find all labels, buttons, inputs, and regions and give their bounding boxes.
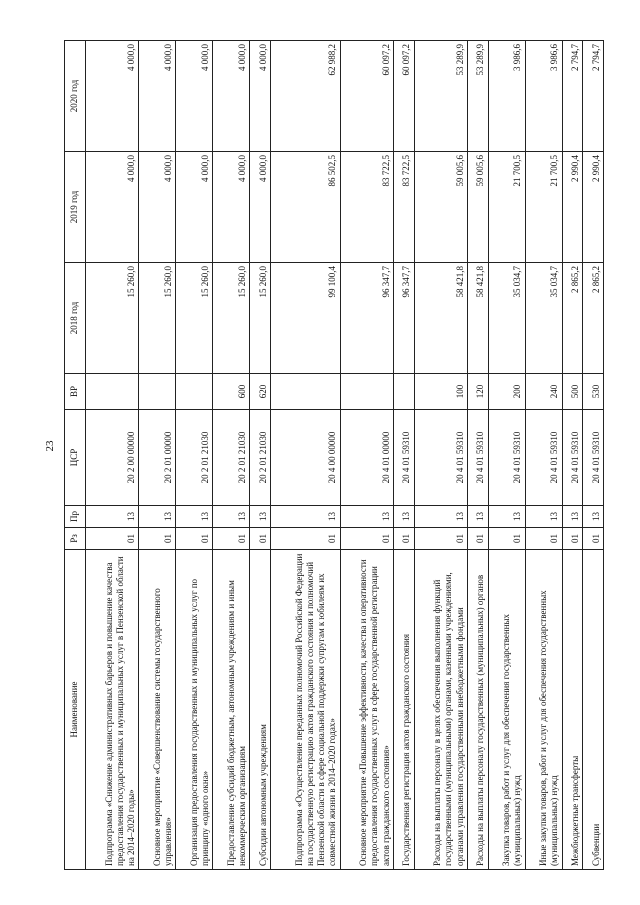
- row-pr: 13: [213, 506, 250, 528]
- row-2019: 59 005,6: [467, 152, 488, 263]
- row-pr: 13: [467, 506, 488, 528]
- row-rz: 01: [176, 528, 213, 550]
- row-vr: 240: [525, 374, 562, 410]
- row-csr: 20 2 01 21030: [250, 410, 271, 506]
- row-pr: 13: [525, 506, 562, 528]
- row-csr: 20 4 01 59310: [488, 410, 525, 506]
- row-rz: 01: [393, 528, 414, 550]
- table-row: [86, 41, 139, 870]
- row-csr: 20 2 01 00000: [139, 410, 176, 506]
- row-pr: 13: [176, 506, 213, 528]
- row-rz: 01: [86, 528, 139, 550]
- row-2018: 58 421,8: [414, 263, 467, 374]
- row-name: Субсидии автономным учреждениям: [250, 550, 271, 870]
- row-2020: 60 097,2: [340, 41, 393, 152]
- row-name: Иные закупки товаров, работ и услуг для обеспечения государственных (муниципальных) нужд: [525, 550, 562, 870]
- row-2019: 4 000,0: [86, 152, 139, 263]
- table-header-row: [65, 41, 86, 870]
- row-vr: 620: [250, 374, 271, 410]
- row-vr: 530: [583, 374, 604, 410]
- table-row: [139, 41, 176, 870]
- row-pr: 13: [393, 506, 414, 528]
- table-row: [525, 41, 562, 870]
- row-vr: [176, 374, 213, 410]
- row-2020: 4 000,0: [250, 41, 271, 152]
- table-row: [213, 41, 250, 870]
- budget-table: [64, 40, 604, 870]
- row-2019: 4 000,0: [176, 152, 213, 263]
- row-vr: 500: [562, 374, 583, 410]
- row-2019: 4 000,0: [250, 152, 271, 263]
- table-row: [583, 41, 604, 870]
- row-name: Предоставление субсидий бюджетным, автономным учреждениям и иным некоммерческим организациям: [213, 550, 250, 870]
- table-row: [562, 41, 583, 870]
- row-2018: 15 260,0: [139, 263, 176, 374]
- table-row: [250, 41, 271, 870]
- header-pr: Пр: [65, 506, 86, 528]
- row-pr: 13: [270, 506, 340, 528]
- table-row: [393, 41, 414, 870]
- row-2018: 15 260,0: [213, 263, 250, 374]
- row-2020: 3 986,6: [488, 41, 525, 152]
- row-2020: 3 986,6: [525, 41, 562, 152]
- row-csr: 20 4 00 00000: [270, 410, 340, 506]
- row-2018: 99 100,4: [270, 263, 340, 374]
- row-name: Основное мероприятие «Совершенствование системы государственного управления»: [139, 550, 176, 870]
- row-name: Подпрограмма «Снижение административных барьеров и повышение качества предоставления государственных и муниципальных услуг в Пензенской области на 2014–2020 годы»: [86, 550, 139, 870]
- row-pr: 13: [488, 506, 525, 528]
- page-number: 23: [44, 440, 56, 452]
- row-rz: 01: [525, 528, 562, 550]
- row-2019: 4 000,0: [139, 152, 176, 263]
- row-pr: 13: [139, 506, 176, 528]
- row-name: Подпрограмма «Осуществление переданных полномочий Российской Федерации на государственную регистрацию актов гражданского состояния и полномочий Пензенской области в сфере социальной поддержки супругам к юбилеям их совместной жизни в 2014–2020 годах»: [270, 550, 340, 870]
- row-2020: 60 097,2: [393, 41, 414, 152]
- row-name: Закупка товаров, работ и услуг для обеспечения государственных (муниципальных) нужд: [488, 550, 525, 870]
- row-csr: 20 4 01 00000: [340, 410, 393, 506]
- row-pr: 13: [86, 506, 139, 528]
- row-2018: 15 260,0: [86, 263, 139, 374]
- row-name: Основное мероприятие «Повышение эффективности, качества и оперативности предоставления государственных услуг в сфере государственной регистрации актов гражданского состояния»: [340, 550, 393, 870]
- row-name: Расходы на выплаты персоналу в целях обеспечения выполнения функций государственными (муниципальными) органами, казенными учреждениями, органами управления государственными внебюджетными фондами: [414, 550, 467, 870]
- row-2020: 4 000,0: [86, 41, 139, 152]
- row-2020: 53 289,9: [414, 41, 467, 152]
- row-2019: 59 005,6: [414, 152, 467, 263]
- table-row: [488, 41, 525, 870]
- table-row: [414, 41, 467, 870]
- row-2020: 4 000,0: [139, 41, 176, 152]
- row-vr: 200: [488, 374, 525, 410]
- row-csr: 20 4 01 59310: [583, 410, 604, 506]
- row-2019: 2 990,4: [562, 152, 583, 263]
- row-2019: 83 722,5: [340, 152, 393, 263]
- row-vr: [340, 374, 393, 410]
- row-2018: 15 260,0: [250, 263, 271, 374]
- row-2019: 4 000,0: [213, 152, 250, 263]
- header-2020: 2020 год: [65, 41, 86, 152]
- header-vr: ВР: [65, 374, 86, 410]
- row-2018: 2 865,2: [562, 263, 583, 374]
- row-pr: 13: [414, 506, 467, 528]
- row-csr: 20 4 01 59310: [414, 410, 467, 506]
- row-name: Субвенции: [583, 550, 604, 870]
- row-csr: 20 4 01 59310: [525, 410, 562, 506]
- row-2020: 62 988,2: [270, 41, 340, 152]
- row-pr: 13: [340, 506, 393, 528]
- row-2018: 35 034,7: [525, 263, 562, 374]
- row-2018: 35 034,7: [488, 263, 525, 374]
- row-name: Государственная регистрация актов гражданского состояния: [393, 550, 414, 870]
- row-2018: 58 421,8: [467, 263, 488, 374]
- row-2018: 96 347,7: [340, 263, 393, 374]
- row-csr: 20 4 01 59310: [562, 410, 583, 506]
- header-rz: Рз: [65, 528, 86, 550]
- row-name: Межбюджетные трансферты: [562, 550, 583, 870]
- row-2019: 21 700,5: [525, 152, 562, 263]
- row-name: Расходы на выплаты персоналу государственных (муниципальных) органов: [467, 550, 488, 870]
- row-2019: 83 722,5: [393, 152, 414, 263]
- row-2018: 2 865,2: [583, 263, 604, 374]
- row-rz: 01: [414, 528, 467, 550]
- row-2020: 4 000,0: [176, 41, 213, 152]
- table-row: [176, 41, 213, 870]
- table-row: [270, 41, 340, 870]
- row-2018: 15 260,0: [176, 263, 213, 374]
- row-2020: 4 000,0: [213, 41, 250, 152]
- row-vr: [139, 374, 176, 410]
- row-vr: 120: [467, 374, 488, 410]
- header-2018: 2018 год: [65, 263, 86, 374]
- row-csr: 20 2 00 00000: [86, 410, 139, 506]
- row-vr: [86, 374, 139, 410]
- row-vr: [393, 374, 414, 410]
- row-pr: 13: [583, 506, 604, 528]
- row-rz: 01: [340, 528, 393, 550]
- rotated-table-wrapper: [64, 40, 604, 870]
- row-2019: 2 990,4: [583, 152, 604, 263]
- row-csr: 20 4 01 59310: [467, 410, 488, 506]
- row-vr: [270, 374, 340, 410]
- row-rz: 01: [250, 528, 271, 550]
- row-rz: 01: [270, 528, 340, 550]
- row-rz: 01: [139, 528, 176, 550]
- row-2020: 2 794,7: [562, 41, 583, 152]
- row-rz: 01: [467, 528, 488, 550]
- table-row: [340, 41, 393, 870]
- row-2018: 96 347,7: [393, 263, 414, 374]
- header-2019: 2019 год: [65, 152, 86, 263]
- row-2020: 2 794,7: [583, 41, 604, 152]
- header-name: Наименование: [65, 550, 86, 870]
- row-rz: 01: [562, 528, 583, 550]
- table-row: [467, 41, 488, 870]
- row-2019: 21 700,5: [488, 152, 525, 263]
- row-pr: 13: [250, 506, 271, 528]
- row-vr: 100: [414, 374, 467, 410]
- row-2020: 53 289,9: [467, 41, 488, 152]
- row-vr: 600: [213, 374, 250, 410]
- row-name: Организация предоставления государственных и муниципальных услуг по принципу «одного окна»: [176, 550, 213, 870]
- row-rz: 01: [488, 528, 525, 550]
- row-csr: 20 2 01 21030: [213, 410, 250, 506]
- row-csr: 20 4 01 59310: [393, 410, 414, 506]
- row-csr: 20 2 01 21030: [176, 410, 213, 506]
- row-rz: 01: [583, 528, 604, 550]
- row-2019: 86 502,5: [270, 152, 340, 263]
- row-pr: 13: [562, 506, 583, 528]
- row-rz: 01: [213, 528, 250, 550]
- header-csr: ЦСР: [65, 410, 86, 506]
